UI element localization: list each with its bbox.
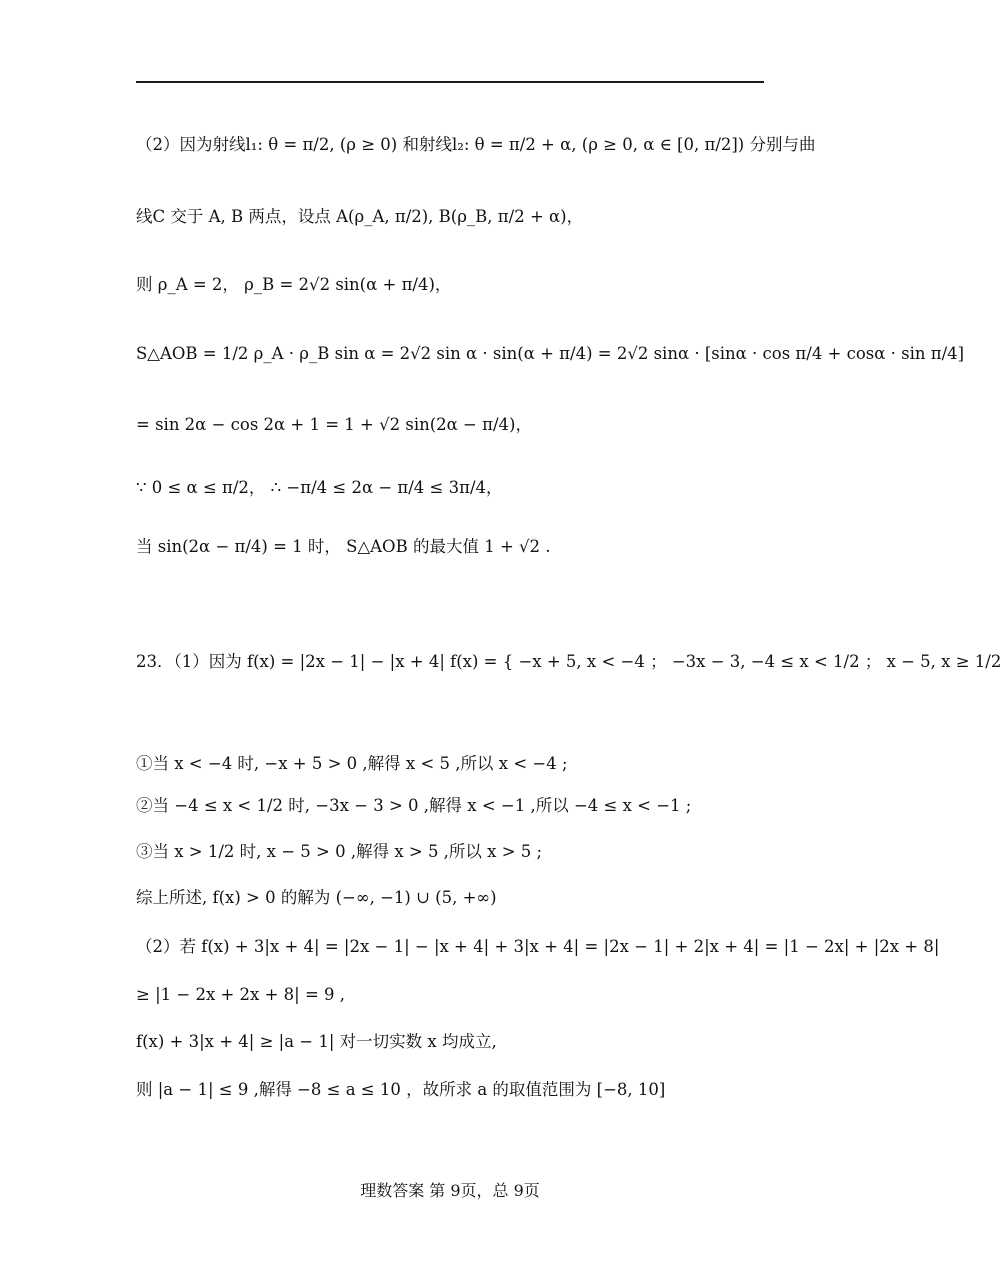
text-line-2: 线C 交于 A, B 两点，设点 A(ρ_A, π/2), B(ρ_B, π/2 + α)，	[136, 207, 584, 226]
text-line-14: ≥ |1 − 2x + 2x + 8| = 9 ,	[136, 985, 346, 1004]
text-line-8: 23．（1）因为 f(x) = |2x − 1| − |x + 4| f(x) = { −x + 5, x < −4 ； −3x − 3, −4 ≤ x < 1/2 ； x − 5, x ≥ 1/2	[136, 652, 1001, 671]
header-rule	[136, 81, 764, 83]
text-line-12: 综上所述, f(x) > 0 的解为 (−∞, −1) ∪ (5, +∞)	[136, 888, 497, 907]
text-line-7: 当 sin(2α − π/4) = 1 时， S△AOB 的最大值 1 + √2 .	[136, 537, 551, 556]
text-line-10: ②当 −4 ≤ x < 1/2 时, −3x − 3 > 0 ,解得 x < −1 ,所以 −4 ≤ x < −1 ;	[136, 796, 692, 815]
text-line-16: 则 |a − 1| ≤ 9 ,解得 −8 ≤ a ≤ 10 ，故所求 a 的取值范围为 [−8, 10]	[136, 1080, 666, 1099]
text-line-5: = sin 2α − cos 2α + 1 = 1 + √2 sin(2α − π/4)，	[136, 415, 532, 434]
text-line-9: ①当 x < −4 时, −x + 5 > 0 ,解得 x < 5 ,所以 x < −4 ;	[136, 754, 568, 773]
text-line-6: ∵ 0 ≤ α ≤ π/2， ∴ −π/4 ≤ 2α − π/4 ≤ 3π/4，	[136, 478, 503, 497]
text-line-11: ③当 x > 1/2 时, x − 5 > 0 ,解得 x > 5 ,所以 x > 5 ;	[136, 842, 543, 861]
text-line-13: （2）若 f(x) + 3|x + 4| = |2x − 1| − |x + 4| + 3|x + 4| = |2x − 1| + 2|x + 4| = |1 − 2x| + |2x + 8|	[136, 937, 940, 956]
text-line-4: S△AOB = 1/2 ρ_A · ρ_B sin α = 2√2 sin α · sin(α + π/4) = 2√2 sinα · [sinα · cos π/4 + cosα · sin π/4]	[136, 344, 965, 363]
text-line-15: f(x) + 3|x + 4| ≥ |a − 1| 对一切实数 x 均成立,	[136, 1032, 497, 1051]
text-line-3: 则 ρ_A = 2， ρ_B = 2√2 sin(α + π/4)，	[136, 275, 452, 294]
page-footer: 理数答案 第 9页，总 9页	[360, 1181, 540, 1200]
text-line-1: （2）因为射线l₁: θ = π/2, (ρ ≥ 0) 和射线l₂: θ = π/2 + α, (ρ ≥ 0, α ∈ [0, π/2]) 分别与曲	[136, 135, 816, 154]
